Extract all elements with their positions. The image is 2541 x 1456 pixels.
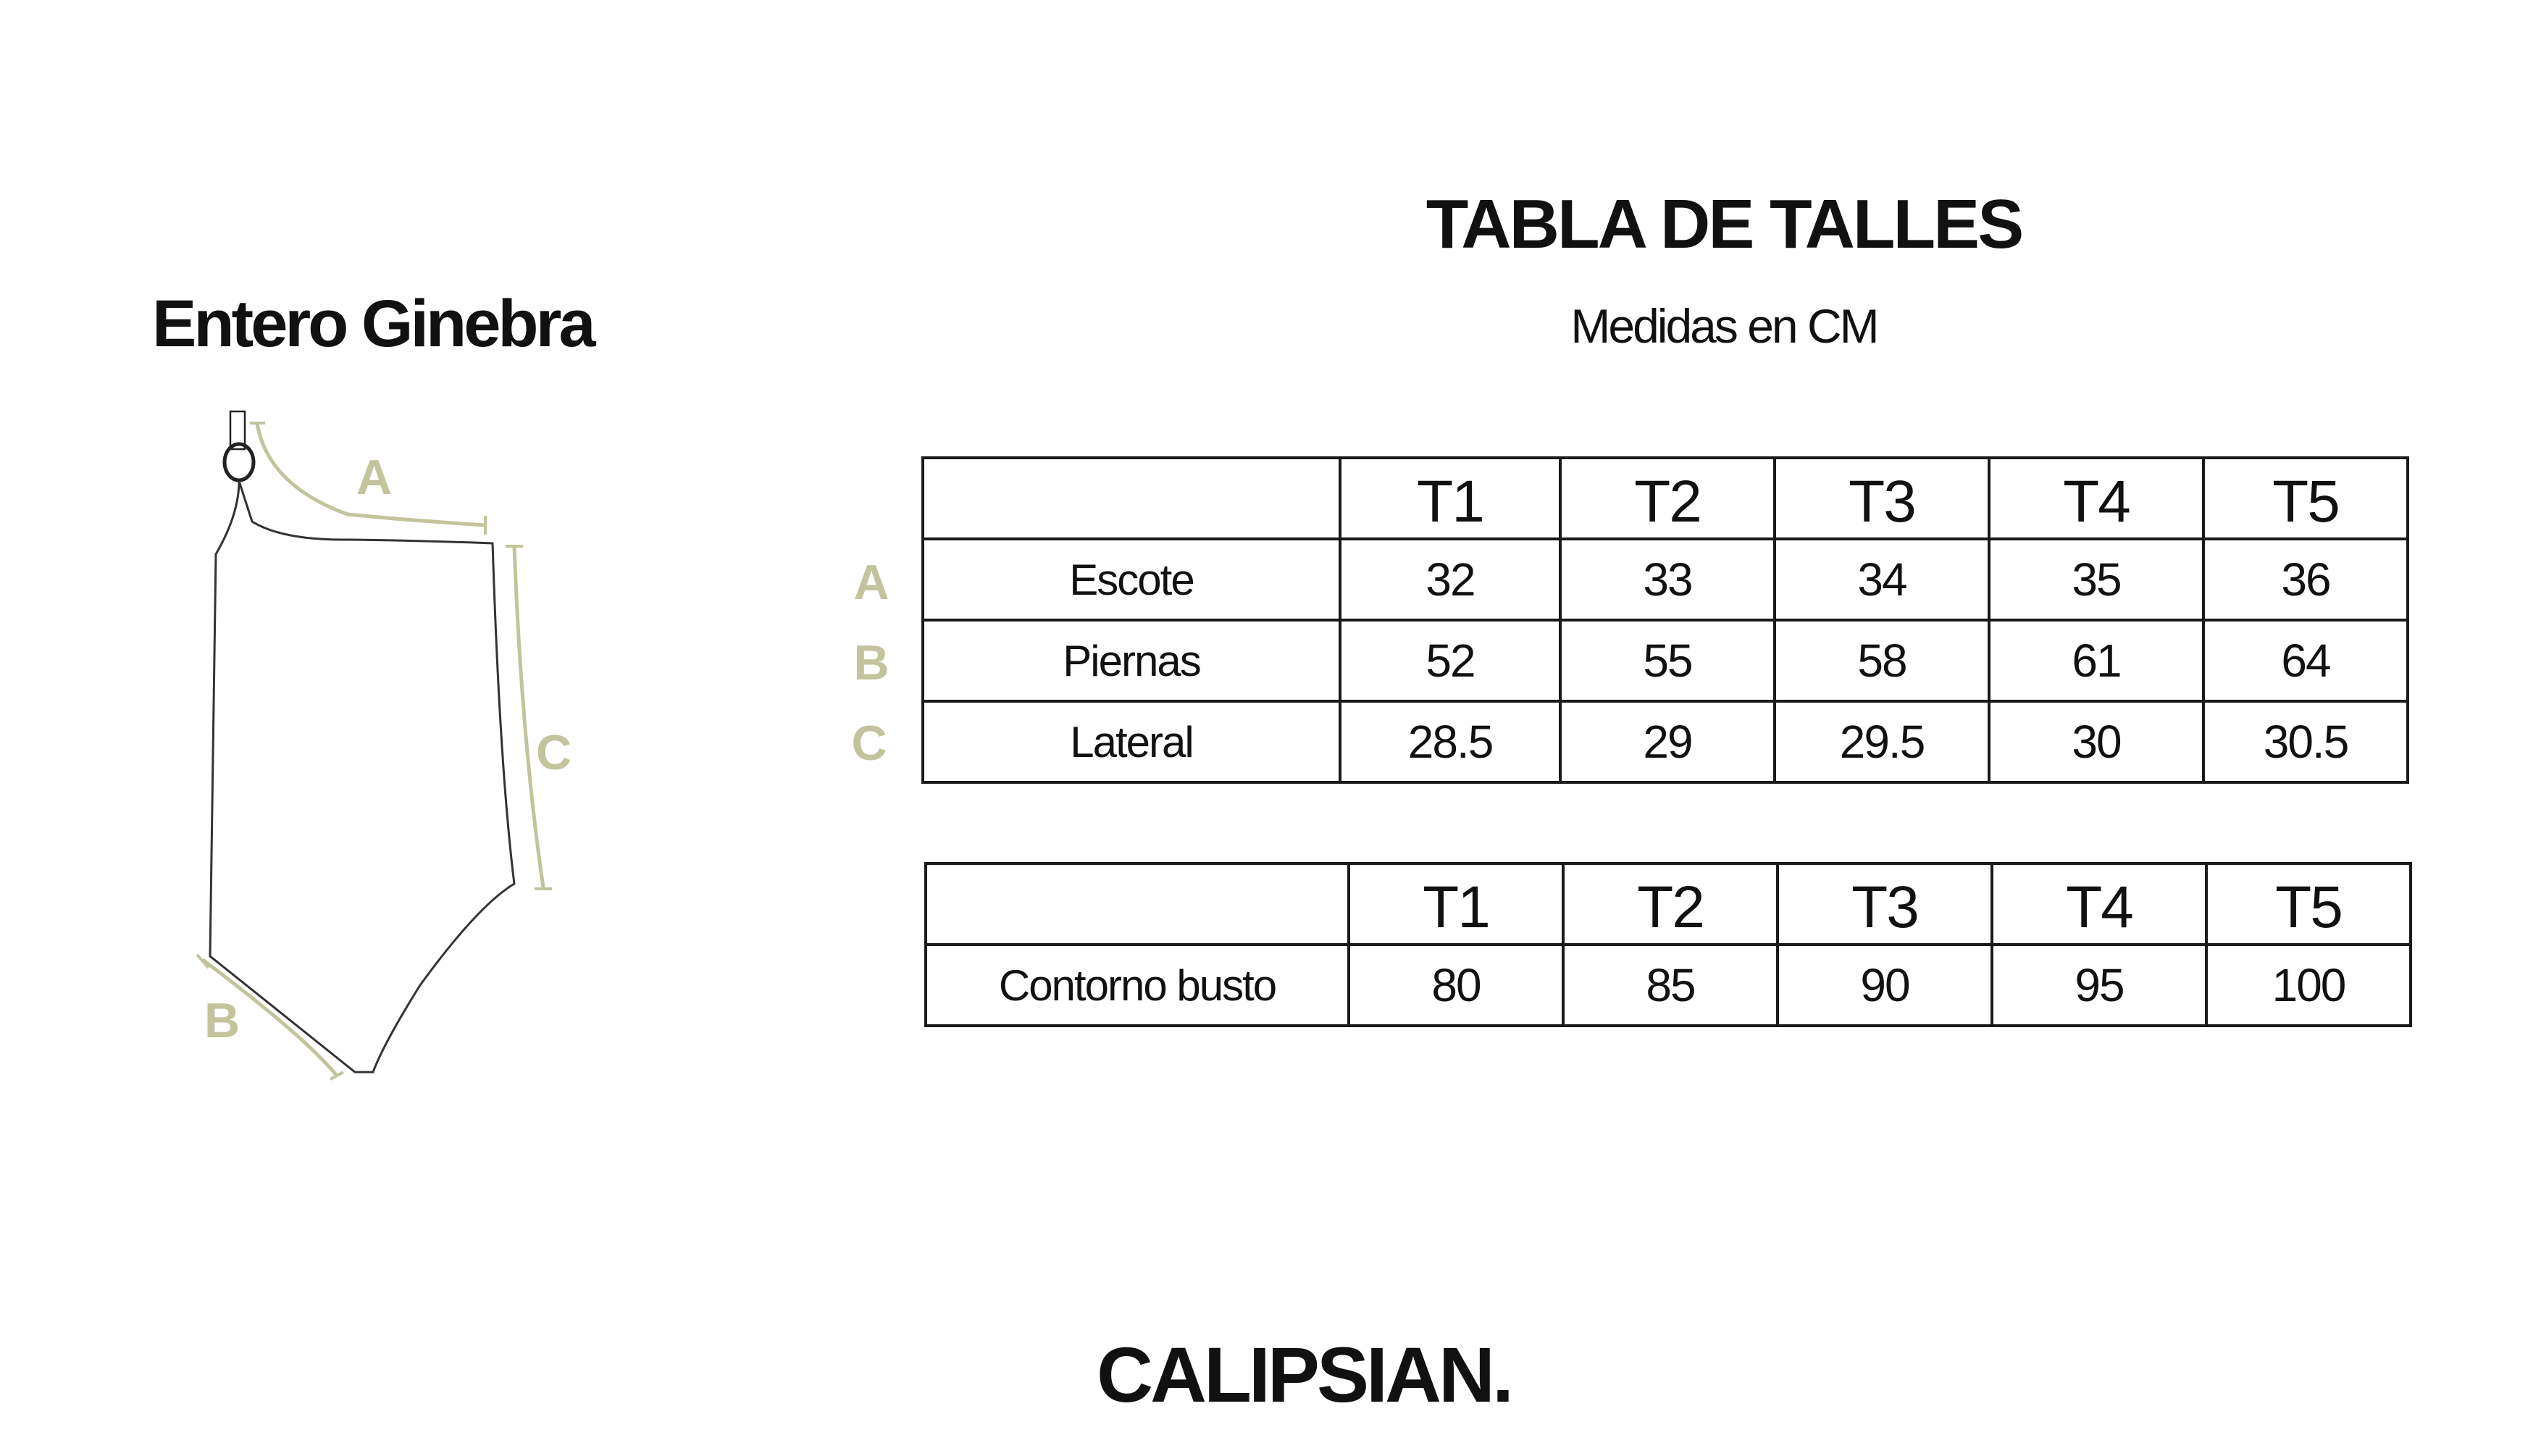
cell-value: 35: [1989, 539, 2203, 620]
header-blank-cell: [926, 863, 1349, 945]
header-size-t4: T4: [1992, 863, 2206, 945]
cell-value: 85: [1563, 945, 1778, 1026]
row-label-escote: Escote: [923, 539, 1340, 620]
cell-value: 33: [1560, 539, 1775, 620]
cell-value: 29: [1560, 701, 1775, 782]
header-size-t3: T3: [1775, 458, 1989, 539]
row-letter-a: A: [853, 555, 889, 610]
cell-value: 52: [1340, 620, 1560, 701]
table-row: [923, 620, 2408, 701]
row-label-piernas: Piernas: [923, 620, 1340, 701]
header-size-t1: T1: [1340, 458, 1560, 539]
dimension-label-c: C: [536, 725, 572, 780]
table-header-row: [923, 458, 2408, 539]
dimension-label-a: A: [356, 450, 393, 505]
row-letter-b: B: [853, 635, 889, 690]
cell-value: 30: [1989, 701, 2203, 782]
header-size-t2: T2: [1560, 458, 1775, 539]
bust-table: [924, 862, 2412, 1027]
table-subtitle: Medidas en CM: [1570, 299, 1878, 353]
row-letter-c: C: [851, 716, 887, 771]
cell-value: 34: [1775, 539, 1989, 620]
table-row: [926, 945, 2411, 1026]
swimsuit-outline: [210, 481, 514, 1072]
product-name: Entero Ginebra: [152, 287, 593, 361]
header-size-t2: T2: [1563, 863, 1778, 945]
measurements-table: [921, 456, 2409, 784]
header-blank-cell: [923, 458, 1340, 539]
swimsuit-diagram: [167, 406, 572, 1094]
row-label-lateral: Lateral: [923, 701, 1340, 782]
brand-logo: CALIPSIAN.: [1096, 1331, 1512, 1418]
cell-value: 29.5: [1775, 701, 1989, 782]
cell-value: 58: [1775, 620, 1989, 701]
cell-value: 80: [1349, 945, 1563, 1026]
cell-value: 100: [2206, 945, 2411, 1026]
table-row: [923, 539, 2408, 620]
table-row: [923, 701, 2408, 782]
cell-value: 36: [2203, 539, 2408, 620]
cell-value: 95: [1992, 945, 2206, 1026]
header-size-t3: T3: [1778, 863, 1992, 945]
table-title: TABLA DE TALLES: [1426, 185, 2022, 263]
header-size-t5: T5: [2203, 458, 2408, 539]
cell-value: 61: [1989, 620, 2203, 701]
dimension-label-b: B: [204, 993, 240, 1048]
cell-value: 55: [1560, 620, 1775, 701]
cell-value: 28.5: [1340, 701, 1560, 782]
cell-value: 90: [1778, 945, 1992, 1026]
header-size-t1: T1: [1349, 863, 1563, 945]
cell-value: 32: [1340, 539, 1560, 620]
table-header-row: [926, 863, 2411, 945]
row-label-contorno-busto: Contorno busto: [926, 945, 1349, 1026]
cell-value: 30.5: [2203, 701, 2408, 782]
header-size-t5: T5: [2206, 863, 2411, 945]
cell-value: 64: [2203, 620, 2408, 701]
header-size-t4: T4: [1989, 458, 2203, 539]
